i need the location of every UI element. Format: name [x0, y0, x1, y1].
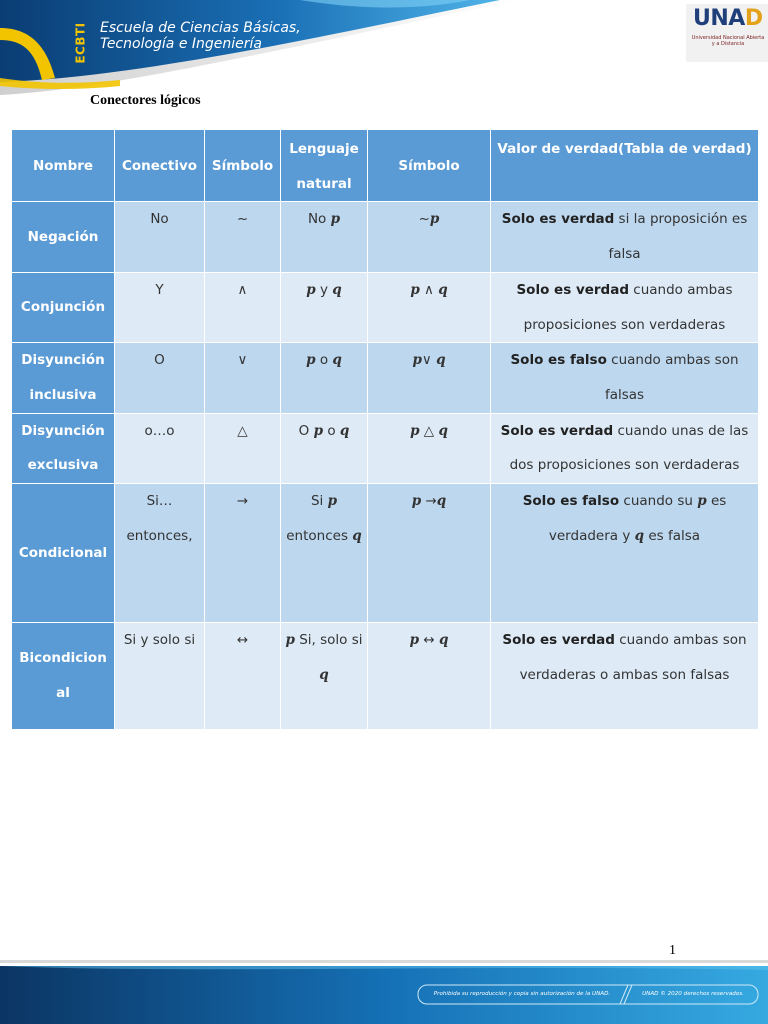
- operator-symbol: ∧: [419, 281, 439, 298]
- natural-language-text: Si, solo si: [294, 632, 363, 649]
- ecbti-badge: [73, 18, 89, 68]
- connective-word: No: [115, 202, 205, 272]
- natural-language-text: o: [323, 422, 340, 439]
- variable-q: q: [438, 422, 448, 439]
- operator-symbol: →: [421, 493, 437, 510]
- connective-word: Si… entonces,: [115, 484, 205, 623]
- variable-q: q: [332, 281, 342, 298]
- truth-value: [491, 413, 759, 483]
- table-row: [12, 413, 759, 483]
- variable-p: p: [306, 352, 316, 369]
- school-name: Escuela de Ciencias Básicas, Tecnología e Ingeniería: [100, 20, 301, 52]
- truth-value-text: cuando unas de las dos proposiciones son verdaderas: [509, 422, 749, 474]
- truth-value-lead: Solo es verdad: [502, 632, 615, 649]
- logic-connectors-table: [11, 129, 759, 730]
- natural-language: [281, 343, 368, 413]
- footer-notice: Prohibida su reproducción y copia sin autorización de la UNAD.: [433, 991, 611, 997]
- truth-value-lead: Solo es falso: [510, 352, 607, 369]
- connective-word: o…o: [115, 413, 205, 483]
- header-valor-verdad: Valor de verdad(Tabla de verdad): [491, 130, 759, 202]
- connective-symbol: ↔: [205, 623, 281, 730]
- header-simbolo: Símbolo: [205, 130, 281, 202]
- header-lenguaje-natural: Lenguaje natural: [281, 130, 368, 202]
- variable-q: q: [436, 352, 446, 369]
- truth-value-lead: Solo es falso: [522, 493, 620, 510]
- connective-symbol: ∧: [205, 272, 281, 342]
- connective-symbol: △: [205, 413, 281, 483]
- natural-language: [281, 272, 368, 342]
- variable-p: p: [410, 422, 420, 439]
- symbolic-expression: [368, 484, 491, 623]
- table-row: [12, 484, 759, 623]
- variable-q: q: [319, 666, 329, 683]
- natural-language-text: o: [315, 352, 333, 369]
- truth-value-lead: Solo es verdad: [500, 422, 614, 439]
- variable-q: q: [436, 493, 447, 510]
- connective-name: Conjunción: [12, 272, 115, 342]
- connective-name: Condicional: [12, 484, 115, 623]
- footer-copyright: UNAD © 2020 derechos reservados.: [642, 991, 744, 997]
- unad-logo-main: UNA: [693, 6, 745, 31]
- connective-word: Si y solo si: [115, 623, 205, 730]
- variable-p: p: [410, 281, 420, 298]
- operator-symbol: ∨: [421, 352, 437, 369]
- variable-p: p: [411, 493, 422, 510]
- connective-symbol: →: [205, 484, 281, 623]
- natural-language-text: Si: [310, 493, 328, 510]
- header-conectivo: Conectivo: [115, 130, 205, 202]
- natural-language-text: O: [298, 422, 314, 439]
- variable-q: q: [438, 632, 449, 649]
- operator-symbol: ~: [418, 211, 430, 228]
- natural-language-text: No: [307, 211, 331, 228]
- table-row: [12, 623, 759, 730]
- page-number: 1: [669, 943, 676, 958]
- connective-word: O: [115, 343, 205, 413]
- connective-name: Negación: [12, 202, 115, 272]
- table-row: [12, 343, 759, 413]
- truth-value-text: si la proposición es falsa: [608, 211, 748, 263]
- variable-p: p: [313, 422, 324, 439]
- connective-name: Disyunción inclusiva: [12, 343, 115, 413]
- variable-p: p: [327, 493, 338, 510]
- variable-p: p: [330, 211, 341, 228]
- symbolic-expression: [368, 272, 491, 342]
- symbolic-expression: [368, 343, 491, 413]
- truth-value: [491, 623, 759, 730]
- symbolic-expression: [368, 202, 491, 272]
- variable-q: q: [352, 527, 362, 544]
- operator-symbol: ↔: [419, 632, 439, 649]
- connective-name: Bicondicional: [12, 623, 115, 730]
- variable-p: p: [285, 632, 295, 649]
- symbolic-expression: [368, 413, 491, 483]
- variable-q: q: [634, 527, 645, 544]
- variable-q: q: [339, 422, 350, 439]
- natural-language: [281, 413, 368, 483]
- table-row: [12, 272, 759, 342]
- connective-name: Disyunción exclusiva: [12, 413, 115, 483]
- unad-logo-text: [693, 6, 763, 32]
- header-nombre: Nombre: [12, 130, 115, 202]
- truth-value-text: cuando ambas son falsas: [604, 352, 739, 403]
- table-header-row: [12, 130, 759, 202]
- natural-language-text: y: [315, 281, 333, 298]
- connective-word: Y: [115, 272, 205, 342]
- truth-value: [491, 343, 759, 413]
- truth-value-text: es falsa: [644, 527, 701, 544]
- truth-value: [491, 202, 759, 272]
- truth-value-text: es verdadera y: [548, 493, 727, 544]
- truth-value-lead: Solo es verdad: [501, 211, 615, 228]
- truth-value-text: cuando ambas proposiciones son verdaderas: [523, 281, 733, 333]
- connective-symbol: ~: [205, 202, 281, 272]
- natural-language: [281, 484, 368, 623]
- variable-q: q: [438, 281, 448, 298]
- truth-value: [491, 272, 759, 342]
- operator-symbol: △: [419, 422, 439, 439]
- header-simbolo-expresion: Símbolo: [368, 130, 491, 202]
- table-row: [12, 202, 759, 272]
- variable-p: p: [429, 211, 440, 228]
- natural-language: [281, 202, 368, 272]
- natural-language: [281, 623, 368, 730]
- variable-p: p: [409, 632, 420, 649]
- connective-symbol: ∨: [205, 343, 281, 413]
- variable-q: q: [332, 352, 342, 369]
- document-title: Conectores lógicos: [90, 93, 201, 108]
- natural-language-text: entonces: [286, 527, 353, 544]
- symbolic-expression: [368, 623, 491, 730]
- unad-logo-subtitle: Universidad Nacional Abierta y a Distancia: [691, 35, 765, 47]
- truth-value-text: cuando su: [619, 493, 698, 510]
- variable-p: p: [697, 493, 707, 510]
- ecbti-badge-text: ECBTI: [74, 22, 88, 64]
- truth-value-lead: Solo es verdad: [516, 281, 629, 298]
- unad-logo-accent: D: [744, 6, 763, 31]
- truth-value-text: cuando ambas son verdaderas o ambas son falsas: [519, 632, 747, 683]
- variable-p: p: [306, 281, 316, 298]
- truth-value: [491, 484, 759, 623]
- variable-p: p: [412, 352, 422, 369]
